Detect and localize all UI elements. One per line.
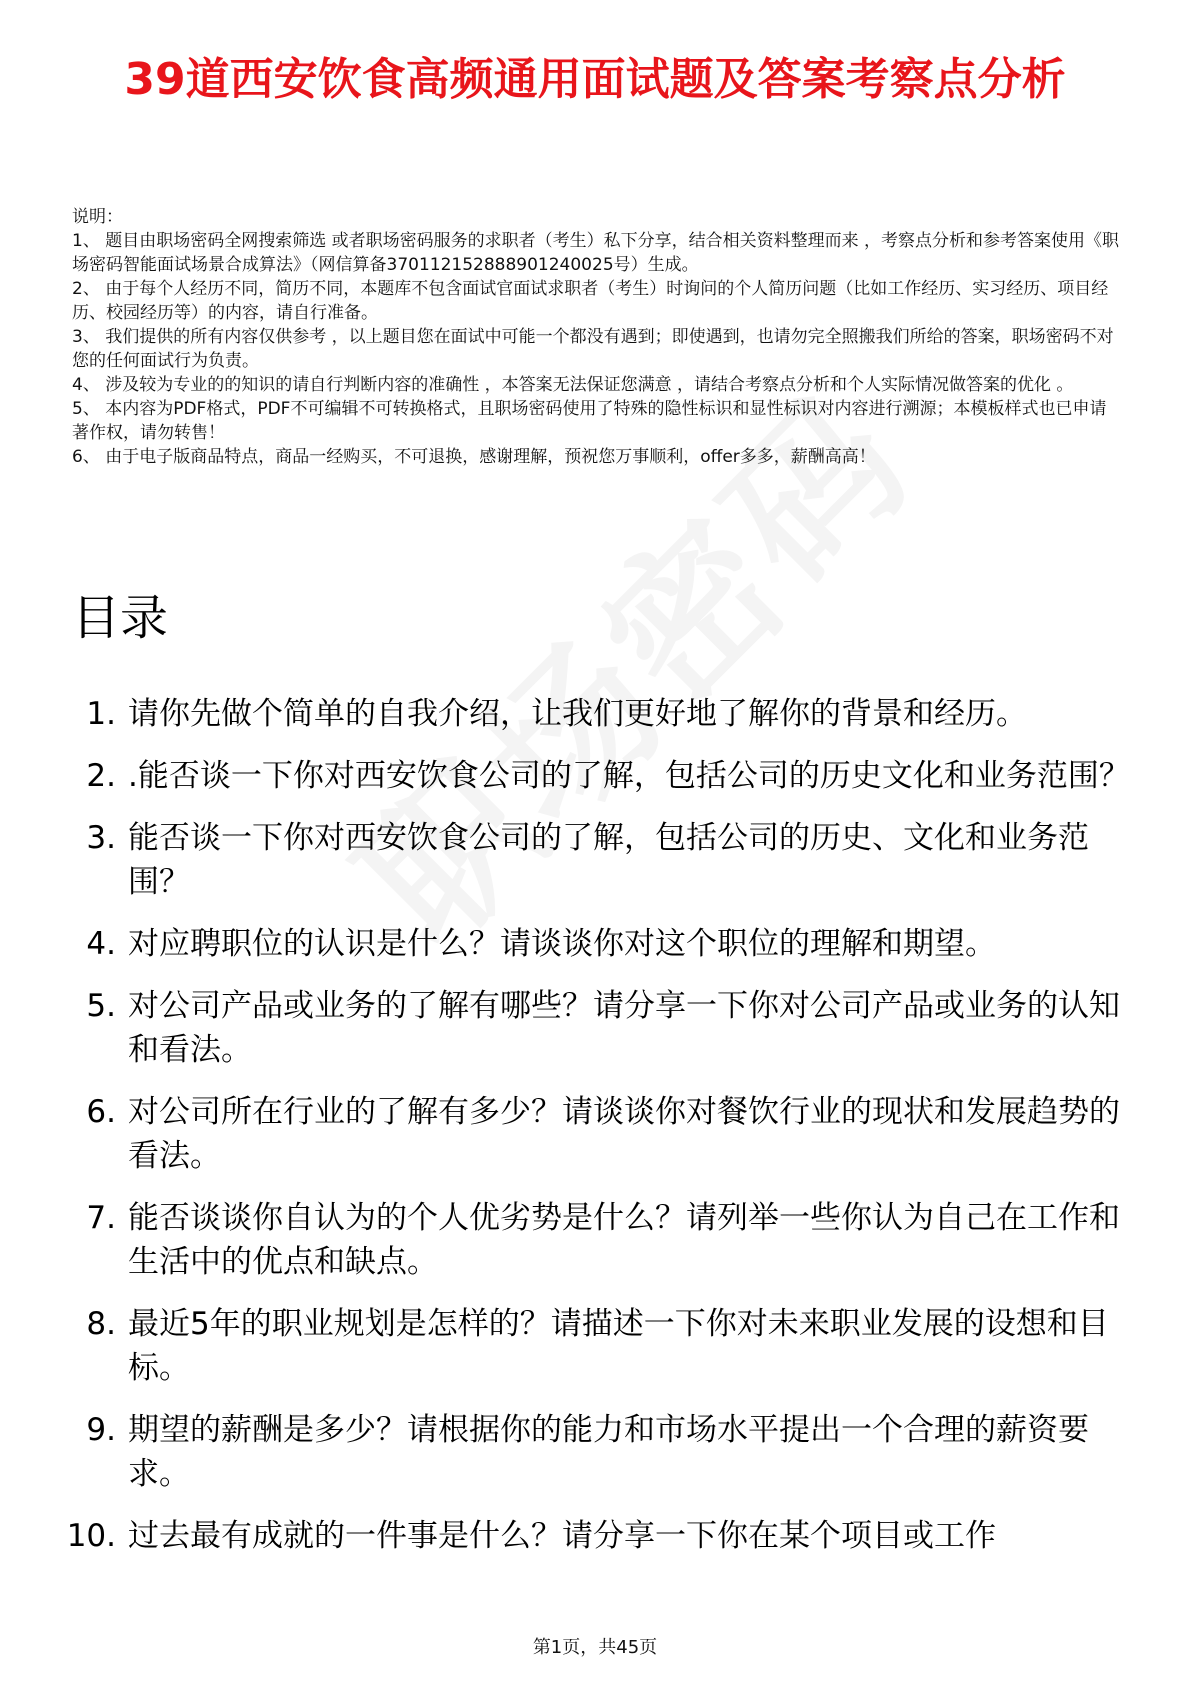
toc-item-number: 7. bbox=[86, 1200, 116, 1236]
toc-item[interactable] bbox=[58, 1196, 1138, 1284]
notes-section bbox=[72, 205, 1122, 469]
toc-item[interactable] bbox=[58, 922, 1138, 966]
note-item: 5、 本内容为PDF格式，PDF不可编辑不可转换格式，且职场密码使用了特殊的隐性标识和显性标识对内容进行溯源；本模板样式也已申请著作权，请勿转售！ bbox=[72, 399, 1107, 443]
toc-item[interactable] bbox=[58, 1514, 1138, 1558]
toc-item-number: 4. bbox=[86, 926, 116, 962]
toc-heading: 目录 bbox=[72, 590, 169, 646]
toc-item-text: 期望的薪酬是多少？请根据你的能力和市场水平提出一个合理的薪资要求。 bbox=[128, 1412, 1089, 1492]
toc-item-number: 1. bbox=[86, 696, 116, 732]
document-title: 39道西安饮食高频通用面试题及答案考察点分析 bbox=[124, 54, 1066, 105]
toc-item-number: 8. bbox=[86, 1306, 116, 1342]
toc-item-number: 6. bbox=[86, 1094, 116, 1130]
toc-item[interactable] bbox=[58, 692, 1138, 736]
toc-item-text: .能否谈一下你对西安饮食公司的了解，包括公司的历史文化和业务范围？ bbox=[128, 758, 1130, 794]
toc-item-text: 过去最有成就的一件事是什么？请分享一下你在某个项目或工作 bbox=[128, 1518, 996, 1554]
toc-item-number: 9. bbox=[86, 1412, 116, 1448]
toc-item-text: 最近5年的职业规划是怎样的？请描述一下你对未来职业发展的设想和目标。 bbox=[128, 1306, 1109, 1386]
note-item: 3、 我们提供的所有内容仅供参考 ，以上题目您在面试中可能一个都没有遇到；即使遇到，也请勿完全照搬我们所给的答案，职场密码不对您的任何面试行为负责。 bbox=[72, 327, 1114, 371]
toc-item[interactable] bbox=[58, 816, 1138, 904]
toc-item-number: 3. bbox=[86, 820, 116, 856]
note-item: 1、 题目由职场密码全网搜索筛选 或者职场密码服务的求职者（考生）私下分享，结合相关资料整理而来 ，考察点分析和参考答案使用《职场密码智能面试场景合成算法》（网信算备370112152888901240025号）生成。 bbox=[72, 231, 1120, 275]
toc-item[interactable] bbox=[58, 984, 1138, 1072]
toc-item-text: 对公司产品或业务的了解有哪些？请分享一下你对公司产品或业务的认知和看法。 bbox=[128, 988, 1120, 1068]
note-item: 4、 涉及较为专业的的知识的请自行判断内容的准确性 ，本答案无法保证您满意 ，请结合考察点分析和个人实际情况做答案的优化 。 bbox=[72, 375, 1074, 395]
toc-item-number: 2. bbox=[86, 758, 116, 794]
toc-item-text: 能否谈一下你对西安饮食公司的了解，包括公司的历史、文化和业务范围？ bbox=[128, 820, 1089, 900]
note-item: 6、 由于电子版商品特点，商品一经购买，不可退换，感谢理解，预祝您万事顺利，offer多多，薪酬高高！ bbox=[72, 447, 876, 467]
toc-item[interactable] bbox=[58, 1302, 1138, 1390]
notes-heading: 说明： bbox=[72, 207, 123, 227]
page-footer: 第1页，共45页 bbox=[532, 1637, 658, 1658]
toc-item-number: 10. bbox=[66, 1518, 116, 1554]
toc-item[interactable] bbox=[58, 1090, 1138, 1178]
toc-item-text: 对应聘职位的认识是什么？请谈谈你对这个职位的理解和期望。 bbox=[128, 926, 996, 962]
toc-item[interactable] bbox=[58, 754, 1138, 798]
toc-item-text: 请你先做个简单的自我介绍，让我们更好地了解你的背景和经历。 bbox=[128, 696, 1027, 732]
toc-item-number: 5. bbox=[86, 988, 116, 1024]
toc-item-text: 能否谈谈你自认为的个人优劣势是什么？请列举一些你认为自己在工作和生活中的优点和缺点。 bbox=[128, 1200, 1120, 1280]
note-item: 2、 由于每个人经历不同，简历不同，本题库不包含面试官面试求职者（考生）时询问的个人简历问题（比如工作经历、实习经历、项目经历、校园经历等）的内容，请自行准备。 bbox=[72, 279, 1109, 323]
toc-list bbox=[58, 692, 1138, 1576]
toc-item-text: 对公司所在行业的了解有多少？请谈谈你对餐饮行业的现状和发展趋势的看法。 bbox=[128, 1094, 1120, 1174]
toc-item[interactable] bbox=[58, 1408, 1138, 1496]
